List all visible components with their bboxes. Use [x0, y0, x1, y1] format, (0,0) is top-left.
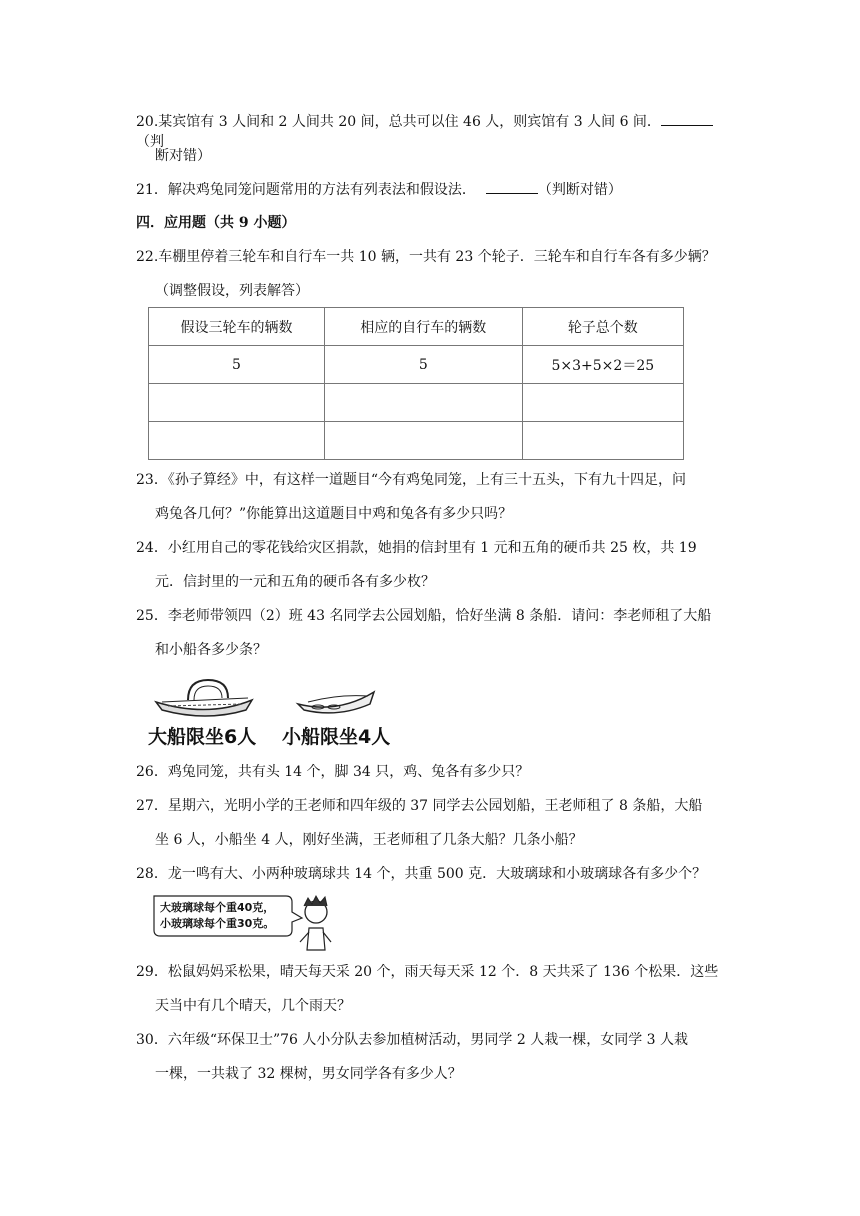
question-text: 某宾馆有 3 人间和 2 人间共 20 间，总共可以住 46 人，则宾馆有 3 人间 6 间．	[158, 114, 661, 130]
speech-bubble-figure	[150, 892, 340, 968]
question-number: 26．	[136, 764, 168, 780]
boat-illustration-icon	[148, 674, 398, 724]
assumption-table	[148, 307, 684, 460]
question-24-cont: 元．信封里的一元和五角的硬币各有多少枚？	[155, 574, 435, 590]
table-row	[149, 346, 684, 384]
big-boat-caption: 大船限坐6人	[148, 726, 257, 748]
question-26	[136, 762, 736, 782]
table-row	[149, 422, 684, 460]
table-cell[interactable]	[324, 422, 522, 460]
bubble-line-1: 大玻璃球每个重40克，	[160, 901, 275, 914]
section-heading: 四．应用题（共 9 小题）	[136, 215, 296, 231]
question-text: 星期六，光明小学的王老师和四年级的 37 同学去公园划船，王老师租了 8 条船，大船	[167, 798, 703, 814]
question-text-tail: （判断对错）	[537, 182, 622, 198]
question-30-cont: 一棵，一共栽了 32 棵树，男女同学各有多少人？	[155, 1066, 462, 1082]
table-header: 相应的自行车的辆数	[324, 308, 522, 346]
question-text: 《孙子算经》中，有这样一道题目“今有鸡兔同笼，上有三十五头，下有九十四足，问	[167, 472, 686, 488]
table-cell[interactable]	[324, 384, 522, 422]
table-cell: 5×3+5×2＝25	[522, 346, 683, 384]
table-row	[149, 384, 684, 422]
question-29	[136, 962, 736, 982]
table-header: 假设三轮车的辆数	[149, 308, 325, 346]
question-number: 25．	[136, 608, 168, 624]
question-number: 27．	[136, 798, 168, 814]
question-23-cont: 鸡兔各几何？”你能算出这道题目中鸡和兔各有多少只吗？	[155, 506, 513, 522]
question-20-cont: 断对错）	[155, 148, 211, 164]
question-24	[136, 538, 736, 558]
question-text: 李老师带领四（2）班 43 名同学去公园划船，恰好坐满 8 条船．请问：李老师租了大船	[167, 608, 712, 624]
question-number: 30．	[136, 1032, 168, 1048]
question-22	[136, 247, 736, 267]
answer-blank[interactable]	[661, 113, 713, 126]
question-21	[136, 180, 736, 200]
question-text: 鸡兔同笼，共有头 14 个，脚 34 只，鸡、兔各有多少只？	[167, 764, 530, 780]
question-22-cont: （调整假设，列表解答）	[155, 283, 309, 299]
question-number: 24．	[136, 540, 168, 556]
question-28	[136, 864, 736, 884]
question-29-cont: 天当中有几个晴天，几个雨天？	[155, 998, 351, 1014]
question-text: 六年级“环保卫士”76 人小分队去参加植树活动，男同学 2 人栽一棵，女同学 3 人栽	[167, 1032, 689, 1048]
table-cell[interactable]	[522, 384, 683, 422]
question-text: 松鼠妈妈采松果，晴天每天采 20 个，雨天每天采 12 个．8 天共采了 136 个松果．这些	[167, 964, 719, 980]
question-text: 小红用自己的零花钱给灾区捐款，她捐的信封里有 1 元和五角的硬币共 25 枚，共 19	[167, 540, 697, 556]
question-25-cont: 和小船各多少条？	[155, 642, 267, 658]
question-23	[136, 470, 736, 490]
answer-blank[interactable]	[486, 181, 538, 194]
question-number: 29．	[136, 964, 168, 980]
question-number: 23．	[136, 472, 168, 488]
table-cell[interactable]	[522, 422, 683, 460]
question-30	[136, 1030, 736, 1050]
question-number: 28．	[136, 866, 168, 882]
boat-figure	[148, 674, 398, 750]
bubble-line-2: 小玻璃球每个重30克。	[160, 917, 275, 930]
question-text: 解决鸡兔同笼问题常用的方法有列表法和假设法．	[167, 182, 476, 198]
table-header-row	[149, 308, 684, 346]
question-27-cont: 坐 6 人，小船坐 4 人，刚好坐满，王老师租了几条大船？几条小船？	[155, 832, 583, 848]
table-cell: 5	[149, 346, 325, 384]
question-text-tail: （判	[136, 134, 164, 150]
question-number: 21．	[136, 182, 168, 198]
small-boat-caption: 小船限坐4人	[282, 726, 391, 748]
question-text: 龙一鸣有大、小两种玻璃球共 14 个，共重 500 克．大玻璃球和小玻璃球各有多少个？	[167, 866, 707, 882]
question-number: 22.	[136, 249, 159, 265]
table-cell[interactable]	[149, 422, 325, 460]
question-text: 车棚里停着三轮车和自行车一共 10 辆，一共有 23 个轮子．三轮车和自行车各有多少辆？	[158, 249, 716, 265]
question-20	[136, 112, 736, 152]
question-27	[136, 796, 736, 816]
question-25	[136, 606, 736, 626]
table-header: 轮子总个数	[522, 308, 683, 346]
question-number: 20.	[136, 114, 159, 130]
table-cell[interactable]	[149, 384, 325, 422]
table-cell: 5	[324, 346, 522, 384]
